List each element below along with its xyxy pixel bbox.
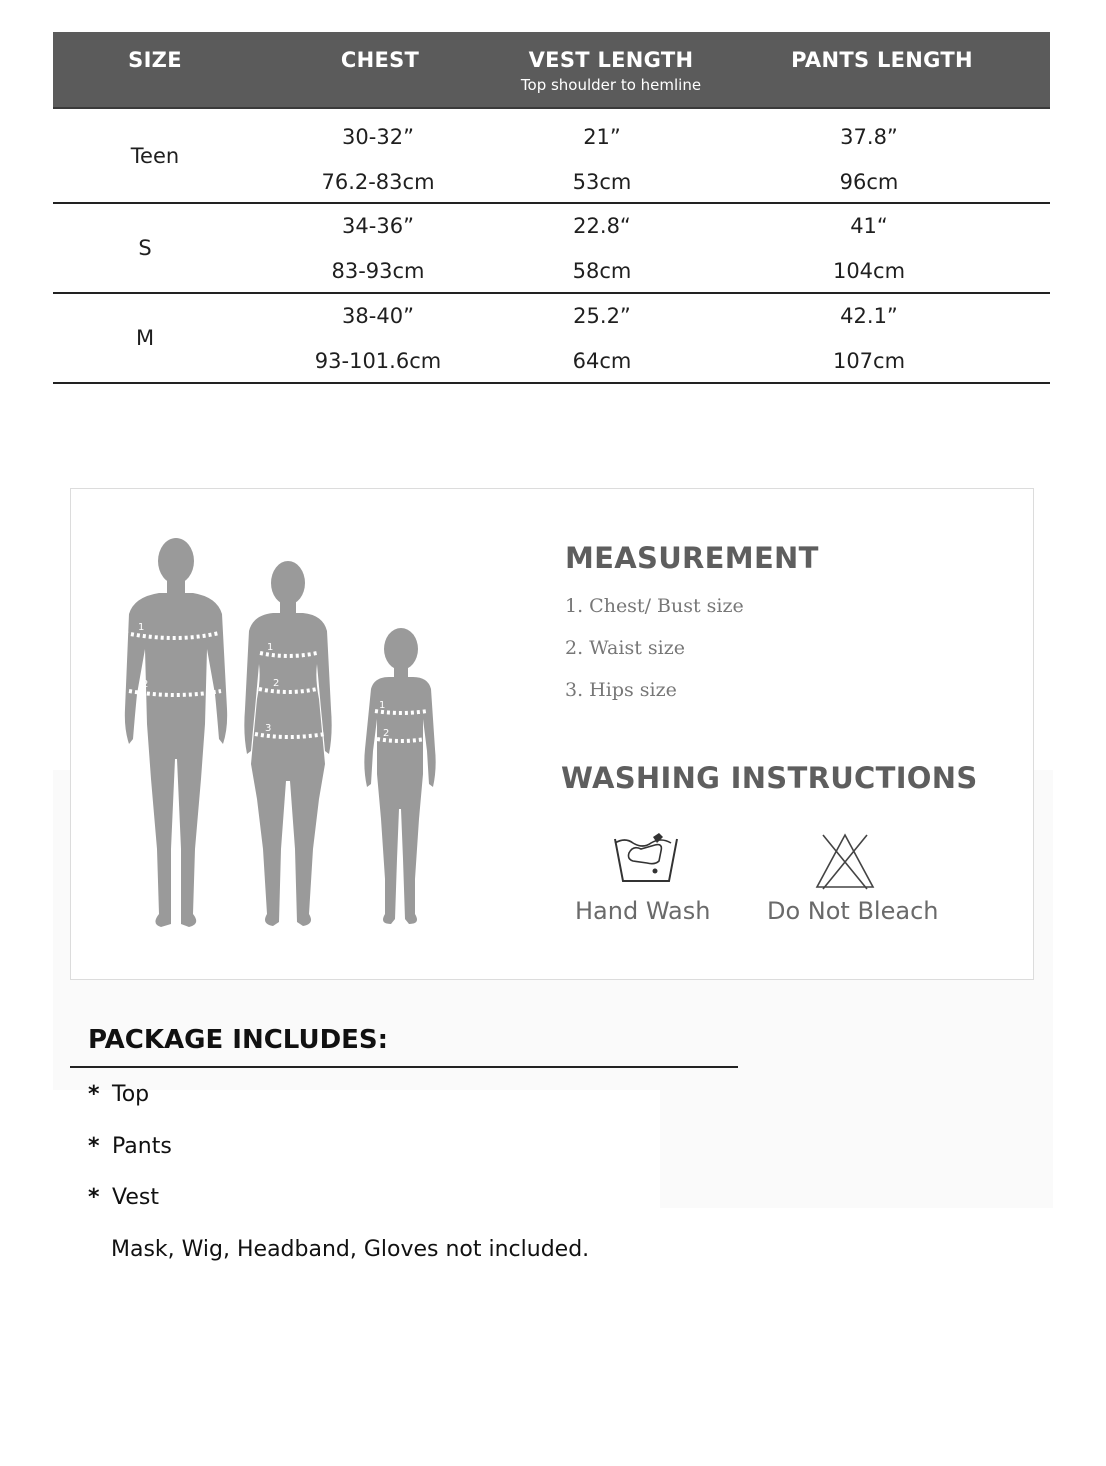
bullet-star: * <box>88 1134 100 1159</box>
measurement-item: 3. Hips size <box>565 679 677 701</box>
header-pants <box>739 32 1025 107</box>
measurement-item: 2. Waist size <box>565 637 685 659</box>
pants-in-cell: 42.1” <box>840 304 898 328</box>
vest-cm-cell: 64cm <box>572 349 632 373</box>
pants-in-cell: 41“ <box>850 214 888 238</box>
vest-in-cell: 25.2” <box>573 304 631 328</box>
figure-label: 1 <box>138 622 145 633</box>
header-chest-label: CHEST <box>340 48 420 72</box>
body-figures-illustration <box>89 519 463 944</box>
package-divider <box>70 1066 738 1068</box>
measurement-panel <box>70 488 1034 980</box>
size-cell: S <box>138 236 152 260</box>
no-bleach-icon <box>815 833 875 896</box>
hand-wash-label: Hand Wash <box>575 897 711 925</box>
pants-cm-cell: 104cm <box>832 259 906 283</box>
chest-in-cell: 38-40” <box>342 304 414 328</box>
package-item <box>88 1082 149 1107</box>
table-row <box>53 109 1050 204</box>
header-chest <box>277 32 483 107</box>
pants-cm-cell: 107cm <box>832 349 906 373</box>
vest-cm-cell: 53cm <box>572 170 632 194</box>
figure-label: 2 <box>383 728 390 739</box>
package-item <box>88 1185 159 1210</box>
body-silhouettes-icon <box>89 519 463 944</box>
chest-in-cell: 30-32” <box>342 125 414 149</box>
figure-label: 1 <box>379 700 386 711</box>
pants-cm-cell: 96cm <box>839 170 899 194</box>
package-item-label: Top <box>112 1082 150 1107</box>
chest-cm-cell: 93-101.6cm <box>314 349 442 373</box>
figure-label: 1 <box>267 642 274 653</box>
size-table <box>53 32 1050 384</box>
figure-label: 2 <box>273 678 280 689</box>
bullet-star: * <box>88 1082 100 1107</box>
background-shade <box>660 1090 1053 1208</box>
header-vest <box>483 32 739 107</box>
figure-label: 2 <box>142 679 149 690</box>
chest-cm-cell: 76.2-83cm <box>321 170 435 194</box>
hand-wash-icon <box>611 831 681 892</box>
package-note: Mask, Wig, Headband, Gloves not included. <box>111 1237 590 1262</box>
package-item-label: Vest <box>112 1185 159 1210</box>
no-bleach-label: Do Not Bleach <box>767 897 939 925</box>
package-item <box>88 1134 172 1159</box>
header-vest-sublabel: Top shoulder to hemline <box>520 76 702 94</box>
header-size <box>53 32 257 107</box>
figure-label: 3 <box>265 723 272 734</box>
pants-in-cell: 37.8” <box>840 125 898 149</box>
measurement-item: 1. Chest/ Bust size <box>565 595 744 617</box>
table-row <box>53 294 1050 384</box>
bullet-star: * <box>88 1185 100 1210</box>
female-figure <box>244 561 331 926</box>
header-size-label: SIZE <box>128 48 182 72</box>
male-figure <box>125 538 227 927</box>
measurement-title: MEASUREMENT <box>565 541 819 575</box>
header-pants-label: PANTS LENGTH <box>791 48 973 72</box>
chest-cm-cell: 83-93cm <box>331 259 425 283</box>
vest-cm-cell: 58cm <box>572 259 632 283</box>
package-title: PACKAGE INCLUDES: <box>88 1025 389 1055</box>
size-cell: M <box>135 326 155 350</box>
washing-title: WASHING INSTRUCTIONS <box>561 761 978 795</box>
size-cell: Teen <box>130 144 180 168</box>
header-vest-label: VEST LENGTH <box>528 48 694 72</box>
table-row <box>53 204 1050 294</box>
vest-in-cell: 21” <box>583 125 621 149</box>
vest-in-cell: 22.8“ <box>573 214 631 238</box>
package-item-label: Pants <box>112 1134 172 1159</box>
table-header <box>53 32 1050 109</box>
child-figure <box>364 628 435 924</box>
chest-in-cell: 34-36” <box>342 214 414 238</box>
